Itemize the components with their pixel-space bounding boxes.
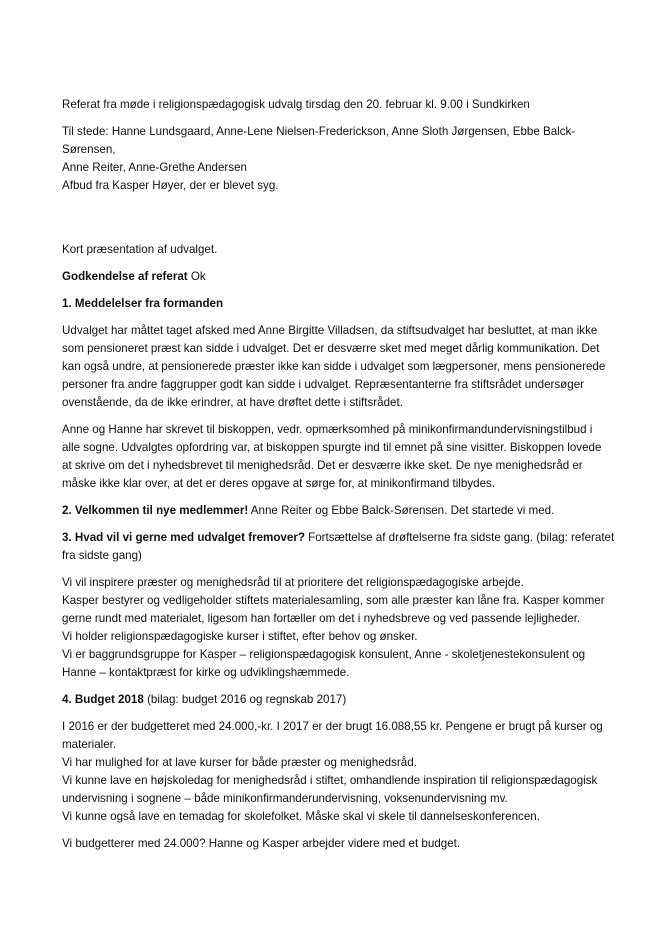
section-1-paragraph-1 bbox=[62, 322, 622, 412]
section-1-paragraph-2 bbox=[62, 421, 622, 493]
paragraph-line: Vi har mulighed for at lave kurser for både præster og menighedsråd. bbox=[62, 756, 417, 769]
paragraph-line: ovenstående, da de ikke erindrer, at have drøftet dette i stiftsrådet. bbox=[62, 396, 403, 409]
paragraph-line: at skrive om det i nyhedsbrevet til menighedsråd. Det er desværre ikke sket. De nye menighedsråd er bbox=[62, 459, 583, 472]
section-3-heading bbox=[62, 529, 622, 565]
paragraph-line: Udvalget har måttet taget afsked med Anne Birgitte Villadsen, da stiftsudvalget har besluttet, at man ikke bbox=[62, 324, 598, 337]
paragraph-line: måske ikke klar over, at det er deres opgave at sørge for, at minikonfirmand tilbydes. bbox=[62, 477, 496, 490]
section-2-text: Anne Reiter og Ebbe Balck-Sørensen. Det startede vi med. bbox=[248, 504, 555, 517]
section-3-text: Fortsættelse af drøftelserne fra sidste gang. (bilag: referatet bbox=[304, 531, 615, 544]
section-3-text-continued: fra sidste gang) bbox=[62, 549, 142, 562]
meeting-heading: Referat fra møde i religionspædagogisk udvalg tirsdag den 20. februar kl. 9.00 i Sundkirken bbox=[62, 98, 530, 111]
document-body bbox=[62, 96, 622, 853]
section-3-title: 3. Hvad vil vi gerne med udvalget fremover? bbox=[62, 531, 305, 544]
paragraph-line: som pensioneret præst kan sidde i udvalget. Det er desværre sket med meget dårlig kommunikation. Det bbox=[62, 342, 600, 355]
paragraph-line: Vi vil inspirere præster og menighedsråd til at prioritere det religionspædagogiske arbejde. bbox=[62, 576, 524, 589]
section-1-title: 1. Meddelelser fra formanden bbox=[62, 297, 224, 310]
paragraph-line: I 2016 er der budgetteret med 24.000,-kr. I 2017 er der brugt 16.088,55 kr. Pengene er brugt på kurser og bbox=[62, 720, 603, 733]
section-4-body bbox=[62, 718, 622, 826]
section-2-title: 2. Velkommen til nye medlemmer! bbox=[62, 504, 249, 517]
paragraph-line: alle sogne. Udvalgtes opfordring var, at biskoppen spurgte ind til emnet på sine visitter. Biskoppen lovede bbox=[62, 441, 602, 454]
paragraph-line: undervisning i sognene – både minikonfirmanderundervisning, voksenundervisning mv. bbox=[62, 792, 508, 805]
paragraph-line: gerne rundt med materialet, ligesom han fortæller om det i nyhedsbreve og ved passende lejligheder. bbox=[62, 612, 581, 625]
paragraph-line: kan også undre, at pensionerede præster ikke kan sidde i udvalget som lægpersoner, mens pensionerede bbox=[62, 360, 606, 373]
paragraph-line: Vi holder religionspædagogiske kurser i stiftet, efter behov og ønsker. bbox=[62, 630, 418, 643]
paragraph-line: Hanne – kontaktpræst for kirke og udviklingshæmmede. bbox=[62, 666, 350, 679]
attendees-line: Til stede: Hanne Lundsgaard, Anne-Lene Nielsen-Frederickson, Anne Sloth Jørgensen, Ebbe Balck-Sørensen, bbox=[62, 125, 576, 156]
approval-value: Ok bbox=[187, 270, 206, 283]
section-3-title-line bbox=[62, 529, 622, 547]
paragraph-line: Vi kunne lave en højskoledag for menighedsråd i stiftet, omhandlende inspiration til religionspædagogisk bbox=[62, 774, 598, 787]
paragraph-line: Vi er baggrundsgruppe for Kasper – religionspædagogisk konsulent, Anne - skoletjenestekonsulent og bbox=[62, 648, 586, 661]
absence-line: Afbud fra Kasper Høyer, der er blevet syg. bbox=[62, 179, 279, 192]
section-4-heading bbox=[62, 691, 622, 709]
approval-line bbox=[62, 268, 622, 286]
section-4-closing: Vi budgetterer med 24.000? Hanne og Kasper arbejder videre med et budget. bbox=[62, 837, 461, 850]
paragraph-line: materialer. bbox=[62, 738, 117, 751]
paragraph-line: Vi kunne også lave en temadag for skolefolket. Måske skal vi skele til dannelseskonferencen. bbox=[62, 810, 540, 823]
section-3-body bbox=[62, 574, 622, 682]
section-4-title: 4. Budget 2018 bbox=[62, 693, 144, 706]
paragraph-line: Kasper bestyrer og vedligeholder stiftets materialesamling, som alle præster kan låne fra. Kasper kommer bbox=[62, 594, 605, 607]
paragraph-line: Anne og Hanne har skrevet til biskoppen, vedr. opmærksomhed på minikonfirmandundervisningstilbud i bbox=[62, 423, 593, 436]
approval-label: Godkendelse af referat bbox=[62, 270, 188, 283]
attendees-line: Anne Reiter, Anne-Grethe Andersen bbox=[62, 161, 247, 174]
paragraph-line: personer fra andre faggrupper godt kan sidde i udvalget. Repræsentanterne fra stiftsrådet undersøger bbox=[62, 378, 585, 391]
section-2 bbox=[62, 502, 622, 520]
presentation-line: Kort præsentation af udvalget. bbox=[62, 243, 218, 256]
section-4-subtitle: (bilag: budget 2016 og regnskab 2017) bbox=[143, 693, 347, 706]
attendance-block bbox=[62, 123, 622, 195]
